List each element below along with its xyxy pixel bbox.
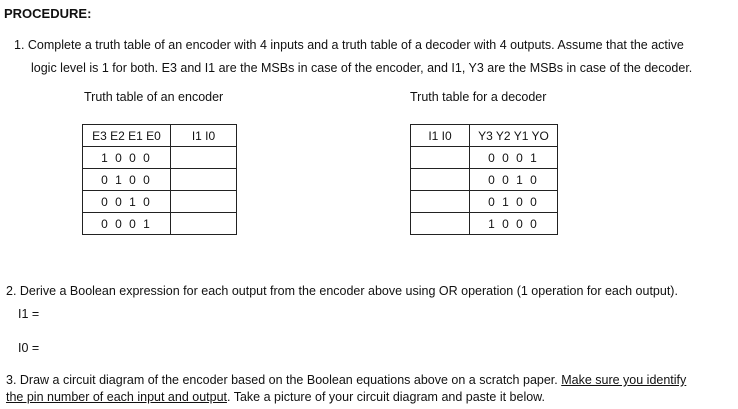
table-row — [411, 147, 558, 169]
table-row — [83, 169, 237, 191]
decoder-output-cell: 1 0 0 0 — [470, 213, 558, 235]
table-row — [83, 147, 237, 169]
decoder-input-cell[interactable] — [411, 213, 470, 235]
encoder-input-cell: 0 1 0 0 — [83, 169, 171, 191]
i0-expression-label: I0 = — [18, 341, 40, 355]
decoder-input-cell[interactable] — [411, 169, 470, 191]
step3-line2 — [6, 390, 545, 404]
decoder-header-row — [411, 125, 558, 147]
encoder-header-outputs: I1 I0 — [171, 125, 237, 147]
decoder-output-cell: 0 1 0 0 — [470, 191, 558, 213]
i1-expression-label: I1 = — [18, 307, 40, 321]
table-row — [411, 169, 558, 191]
encoder-output-cell[interactable] — [171, 169, 237, 191]
encoder-truth-table — [82, 124, 237, 235]
step3-line1 — [6, 373, 686, 387]
encoder-output-cell[interactable] — [171, 191, 237, 213]
encoder-input-cell: 0 0 0 1 — [83, 213, 171, 235]
step3-text-end: . Take a picture of your circuit diagram and paste it below. — [227, 390, 545, 404]
step3-text-start: 3. Draw a circuit diagram of the encoder based on the Boolean equations above on a scratch paper. — [6, 373, 562, 387]
table-row — [83, 191, 237, 213]
procedure-heading: PROCEDURE: — [4, 6, 92, 21]
table-row — [411, 191, 558, 213]
encoder-output-cell[interactable] — [171, 147, 237, 169]
encoder-input-cell: 1 0 0 0 — [83, 147, 171, 169]
encoder-input-cell: 0 0 1 0 — [83, 191, 171, 213]
decoder-header-inputs: I1 I0 — [411, 125, 470, 147]
decoder-output-cell: 0 0 0 1 — [470, 147, 558, 169]
step1-line2: logic level is 1 for both. E3 and I1 are the MSBs in case of the encoder, and I1, Y3 are the MSBs in case of the decoder. — [31, 61, 693, 75]
step3-underlined-1: Make sure you identify — [561, 373, 687, 387]
step1-line1: 1. Complete a truth table of an encoder with 4 inputs and a truth table of a decoder with 4 outputs. Assume that the active — [14, 38, 684, 52]
encoder-header-row — [83, 125, 237, 147]
step2-text: 2. Derive a Boolean expression for each output from the encoder above using OR operation (1 operation for each output). — [6, 284, 678, 298]
decoder-input-cell[interactable] — [411, 191, 470, 213]
table-row — [411, 213, 558, 235]
decoder-input-cell[interactable] — [411, 147, 470, 169]
step3-underlined-2: the pin number of each input and output — [6, 390, 227, 404]
decoder-header-outputs: Y3 Y2 Y1 YO — [470, 125, 558, 147]
encoder-header-inputs: E3 E2 E1 E0 — [83, 125, 171, 147]
decoder-table-caption: Truth table for a decoder — [410, 90, 547, 104]
decoder-output-cell: 0 0 1 0 — [470, 169, 558, 191]
encoder-output-cell[interactable] — [171, 213, 237, 235]
table-row — [83, 213, 237, 235]
decoder-truth-table — [410, 124, 558, 235]
encoder-table-caption: Truth table of an encoder — [84, 90, 224, 104]
